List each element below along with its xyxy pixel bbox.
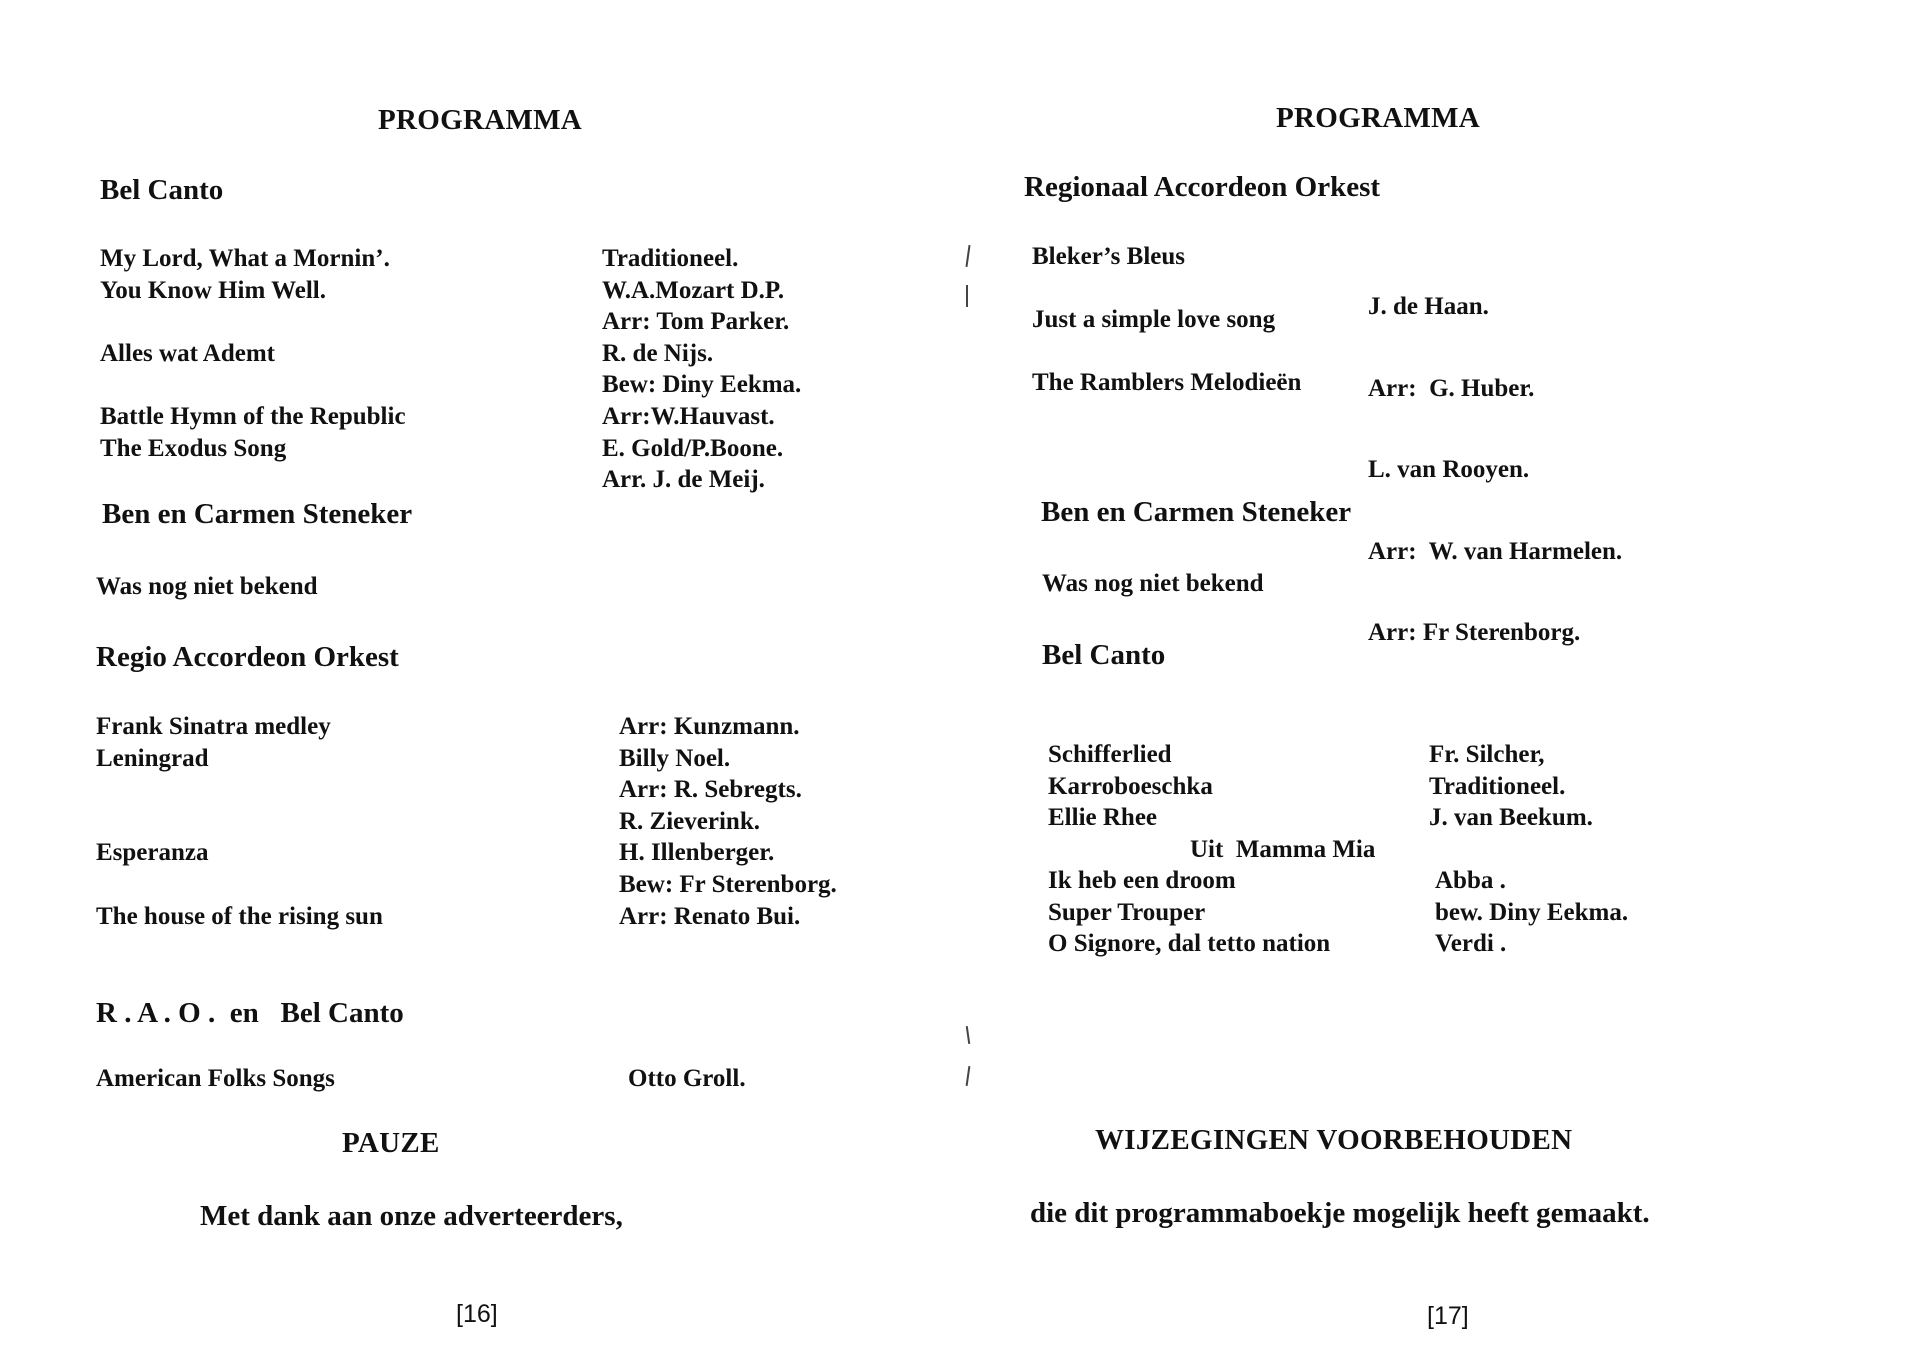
song-title [96,774,383,806]
song-title: Super Trouper [1048,898,1206,926]
song-credit: Verdi . [1435,930,1507,958]
song-credit: W.A.Mozart D.P. [602,276,785,304]
song-title [96,869,383,901]
section-heading-regio: Regio Accordeon Orkest [96,641,399,673]
song-title [100,306,406,338]
song-credit: E. Gold/P.Boone. [602,434,784,462]
section-heading-regionaal: Regionaal Accordeon Orkest [1024,171,1381,203]
song-title: My Lord, What a Mornin’. [100,245,390,272]
song-title: American Folks Songs [96,1065,335,1092]
song-credit: R. Zieverink. [619,807,760,835]
bel-canto-titles [100,243,406,464]
song-title: Schifferlied [1048,741,1172,768]
song-title: Battle Hymn of the Republic [100,402,406,430]
song-title: Karroboeschka [1048,772,1213,800]
song-credit: bew. Diny Eekma. [1435,898,1629,926]
song-credit: Bew: Fr Sterenborg. [619,870,837,898]
bel-canto-credits-2 [1435,865,1628,960]
song-credit: Otto Groll. [628,1065,746,1092]
song-credit: Arr: G. Huber. [1368,374,1535,402]
regio-titles [96,711,383,932]
song-title: The house of the rising sun [96,902,383,930]
changes-reserved-heading: WIJZEGINGEN VOORBEHOUDEN [1095,1124,1573,1156]
song-credit: Arr: Kunzmann. [619,713,800,740]
page-title: PROGRAMMA [378,104,583,136]
song-credit: H. Illenberger. [619,839,775,867]
song-credit: Arr:W.Hauvast. [602,402,775,430]
page-number: [17] [1427,1302,1469,1330]
bel-canto-titles-2 [1048,865,1330,960]
song-credit: J. van Beekum. [1429,804,1593,832]
song-title: Just a simple love song [1032,306,1276,334]
thanks-line: die dit programmaboekje mogelijk heeft gemaakt. [1030,1197,1650,1229]
song-title: Esperanza [96,839,209,867]
song-title: Alles wat Ademt [100,339,275,367]
song-title: Ellie Rhee [1048,804,1158,832]
regionaal-titles [1032,241,1301,399]
song-title: Frank Sinatra medley [96,713,331,740]
right-page [960,0,1919,1350]
song-credit: Traditioneel. [602,245,739,272]
song-credit: Abba . [1435,867,1506,894]
section-heading-bel-canto: Bel Canto [1042,639,1166,671]
song-credit: Fr. Silcher, [1429,741,1545,768]
pauze-heading: PAUZE [342,1127,440,1159]
regionaal-credits [1368,241,1622,699]
song-credit: Arr: Fr Sterenborg. [1368,619,1581,647]
song-credit: Arr: W. van Harmelen. [1368,537,1623,565]
song-title: O Signore, dal tetto nation [1048,930,1331,958]
song-title: Leningrad [96,744,209,772]
section-heading-steneker: Ben en Carmen Steneker [102,498,413,530]
song-credit: J. de Haan. [1368,293,1489,320]
song-credit: L. van Rooyen. [1368,456,1530,484]
song-credit: Arr: Tom Parker. [602,308,790,336]
song-title: Ik heb een droom [1048,867,1236,894]
song-title [1032,336,1301,368]
page-title: PROGRAMMA [1276,102,1481,134]
song-title [1032,273,1301,305]
steneker-note: Was nog niet bekend [96,573,318,600]
section-heading-steneker: Ben en Carmen Steneker [1041,496,1352,528]
song-title [100,369,406,401]
bel-canto-credits [1429,739,1593,834]
song-title: Bleker’s Bleus [1032,243,1185,270]
song-title: You Know Him Well. [100,276,326,304]
section-heading-bel-canto: Bel Canto [100,174,224,206]
bel-canto-credits [602,243,801,496]
song-credit: Arr: R. Sebregts. [619,776,802,804]
page-number: [16] [456,1300,498,1328]
subheading-mamma-mia: Uit Mamma Mia [1190,836,1376,863]
regio-credits [619,711,837,932]
bel-canto-titles [1048,739,1213,834]
song-title: The Exodus Song [100,434,287,462]
song-credit: Bew: Diny Eekma. [602,371,802,399]
song-credit: R. de Nijs. [602,339,714,367]
section-heading-rao: R . A . O . en Bel Canto [96,997,404,1029]
song-title: The Ramblers Melodieën [1032,369,1302,397]
song-credit: Arr. J. de Meij. [602,466,765,494]
song-title [96,806,383,838]
steneker-note: Was nog niet bekend [1042,570,1264,597]
thanks-line: Met dank aan onze adverteerders, [200,1200,623,1232]
song-credit: Traditioneel. [1429,772,1566,800]
song-credit: Arr: Renato Bui. [619,902,801,930]
song-credit: Billy Noel. [619,744,731,772]
